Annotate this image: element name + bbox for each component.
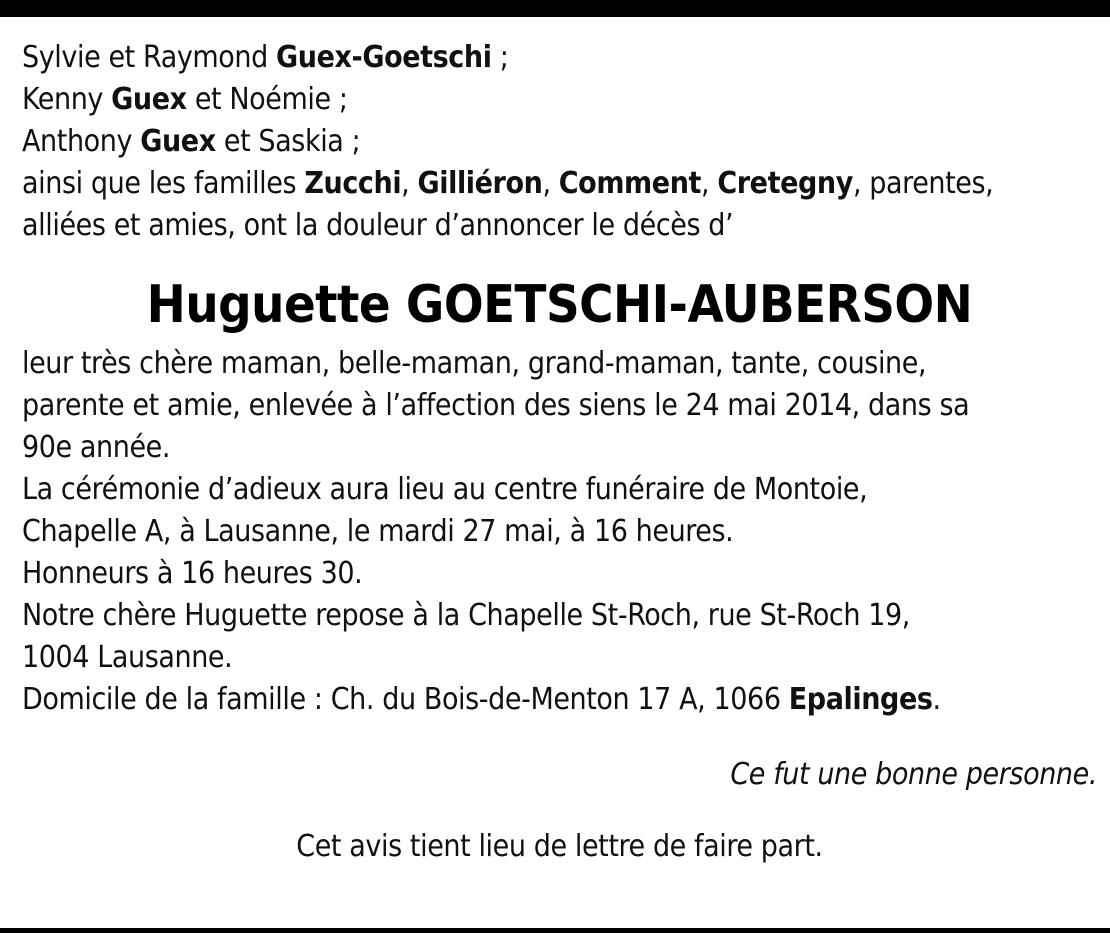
family-name-bold: Guex bbox=[140, 124, 216, 159]
body-line-2: parente et amie, enlevée à l’affection des siens le 24 mai 2014, dans sa bbox=[22, 388, 970, 423]
top-border-rule bbox=[0, 0, 1110, 17]
rest-place-line-2: 1004 Lausanne. bbox=[22, 640, 233, 675]
separator: , bbox=[401, 166, 418, 201]
town-name-bold: Epalinges bbox=[788, 682, 933, 717]
text-segment: et Noémie ; bbox=[186, 82, 348, 117]
text-segment: Domicile de la famille : Ch. du Bois-de-Menton 17 A, 1066 bbox=[22, 682, 789, 717]
deceased-name: Huguette GOETSCHI-AUBERSON bbox=[146, 275, 973, 335]
text-segment: , parentes, bbox=[852, 166, 994, 201]
family-line-2 bbox=[22, 79, 1097, 121]
family-name-bold: Guex-Goetschi bbox=[276, 40, 492, 75]
text-segment: Anthony bbox=[22, 124, 141, 159]
family-name-bold: Gilliéron bbox=[417, 166, 543, 201]
families-line bbox=[22, 163, 1097, 205]
ceremony-line-1: La cérémonie d’adieux aura lieu au centre funéraire de Montoie, bbox=[22, 472, 868, 507]
family-line-3 bbox=[22, 121, 1097, 163]
text-segment: . bbox=[932, 682, 941, 717]
family-name-bold: Guex bbox=[111, 82, 187, 117]
body-line-1: leur très chère maman, belle-maman, grand-maman, tante, cousine, bbox=[22, 346, 927, 381]
notice-line: Cet avis tient lieu de lettre de faire part. bbox=[296, 829, 823, 864]
quote-line: Ce fut une bonne personne. bbox=[730, 757, 1097, 792]
announcement-line: alliées et amies, ont la douleur d’annoncer le décès d’ bbox=[22, 208, 734, 243]
separator: , bbox=[542, 166, 559, 201]
ceremony-line-2: Chapelle A, à Lausanne, le mardi 27 mai, à 16 heures. bbox=[22, 514, 734, 549]
bottom-border-rule bbox=[0, 928, 1110, 933]
obituary-notice bbox=[22, 37, 1097, 868]
text-segment: ainsi que les familles bbox=[22, 166, 305, 201]
text-segment: Kenny bbox=[22, 82, 112, 117]
family-name-bold: Cretegny bbox=[717, 166, 853, 201]
family-address-line bbox=[22, 679, 1097, 721]
text-segment: Sylvie et Raymond bbox=[22, 40, 277, 75]
text-segment: ; bbox=[491, 40, 509, 75]
family-line-1 bbox=[22, 37, 1097, 79]
family-name-bold: Comment bbox=[558, 166, 702, 201]
text-segment: et Saskia ; bbox=[215, 124, 361, 159]
family-name-bold: Zucchi bbox=[304, 166, 402, 201]
body-line-3: 90e année. bbox=[22, 430, 171, 465]
rest-place-line-1: Notre chère Huguette repose à la Chapelle St-Roch, rue St-Roch 19, bbox=[22, 598, 910, 633]
separator: , bbox=[701, 166, 718, 201]
honors-line: Honneurs à 16 heures 30. bbox=[22, 556, 363, 591]
